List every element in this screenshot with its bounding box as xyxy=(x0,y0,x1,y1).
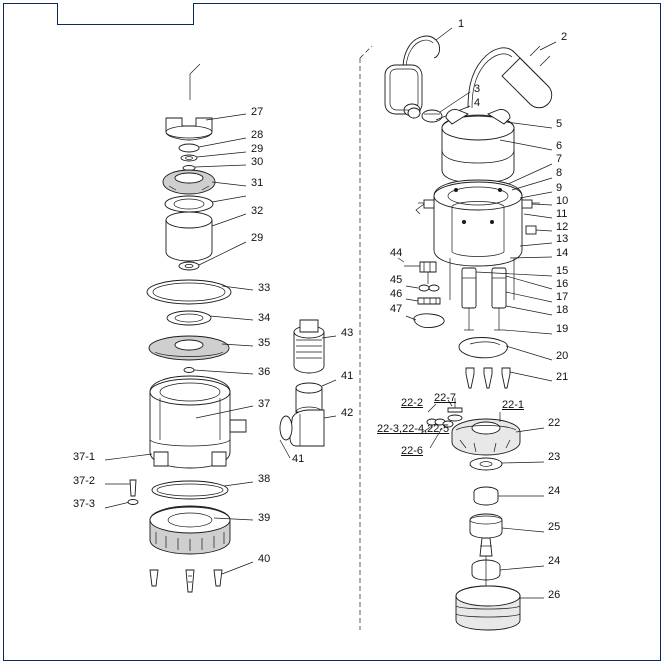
callout-2: 2 xyxy=(561,31,568,43)
callout-9: 9 xyxy=(556,182,563,194)
callout-20: 20 xyxy=(556,350,569,362)
callout-7: 7 xyxy=(556,153,563,165)
callout-34: 34 xyxy=(258,312,271,324)
callout-19: 19 xyxy=(556,323,569,335)
callout-17: 17 xyxy=(556,291,569,303)
callout-22-6: 22-6 xyxy=(401,445,424,457)
callout-44: 44 xyxy=(390,247,403,259)
callout-31: 31 xyxy=(251,177,264,189)
callout-40: 40 xyxy=(258,553,271,565)
callout-41-lower: 41 xyxy=(292,453,305,465)
callout-30: 30 xyxy=(251,156,264,168)
callout-37-1: 37-1 xyxy=(73,451,96,463)
callout-22-7: 22-7 xyxy=(434,392,457,404)
callout-13: 13 xyxy=(556,233,569,245)
callout-15: 15 xyxy=(556,265,569,277)
callout-36: 36 xyxy=(258,366,271,378)
callout-22-1: 22-1 xyxy=(502,399,525,411)
callout-3: 3 xyxy=(474,83,481,95)
callout-6: 6 xyxy=(556,140,563,152)
callout-45: 45 xyxy=(390,274,403,286)
callout-42: 42 xyxy=(341,407,354,419)
callout-37: 37 xyxy=(258,398,271,410)
callout-22: 22 xyxy=(548,417,561,429)
callout-26: 26 xyxy=(548,589,561,601)
callout-10: 10 xyxy=(556,195,569,207)
callout-35: 35 xyxy=(258,337,271,349)
callout-12: 12 xyxy=(556,221,569,233)
callout-4: 4 xyxy=(474,97,481,109)
callout-33: 33 xyxy=(258,282,271,294)
callout-27: 27 xyxy=(251,106,264,118)
callout-5: 5 xyxy=(556,118,563,130)
callout-29-lower: 29 xyxy=(251,232,264,244)
callout-8: 8 xyxy=(556,167,563,179)
callout-43: 43 xyxy=(341,327,354,339)
callout-22-2: 22-2 xyxy=(401,397,424,409)
callout-25: 25 xyxy=(548,521,561,533)
callout-22-3-4-5: 22-3,22-4,22-5 xyxy=(377,423,450,435)
callout-37-3: 37-3 xyxy=(73,498,96,510)
callout-24-lower: 24 xyxy=(548,555,561,567)
callout-18: 18 xyxy=(556,304,569,316)
callout-41: 41 xyxy=(341,370,354,382)
callout-1: 1 xyxy=(458,18,465,30)
callout-29: 29 xyxy=(251,143,264,155)
callout-16: 16 xyxy=(556,278,569,290)
callout-14: 14 xyxy=(556,247,569,259)
callout-46: 46 xyxy=(390,288,403,300)
callout-11: 11 xyxy=(556,208,568,220)
callout-23: 23 xyxy=(548,451,561,463)
callout-32: 32 xyxy=(251,205,264,217)
callout-28: 28 xyxy=(251,129,264,141)
callout-37-2: 37-2 xyxy=(73,475,96,487)
callout-21: 21 xyxy=(556,371,569,383)
callout-24: 24 xyxy=(548,485,561,497)
callout-47: 47 xyxy=(390,303,403,315)
callout-38: 38 xyxy=(258,473,271,485)
callout-39: 39 xyxy=(258,512,271,524)
